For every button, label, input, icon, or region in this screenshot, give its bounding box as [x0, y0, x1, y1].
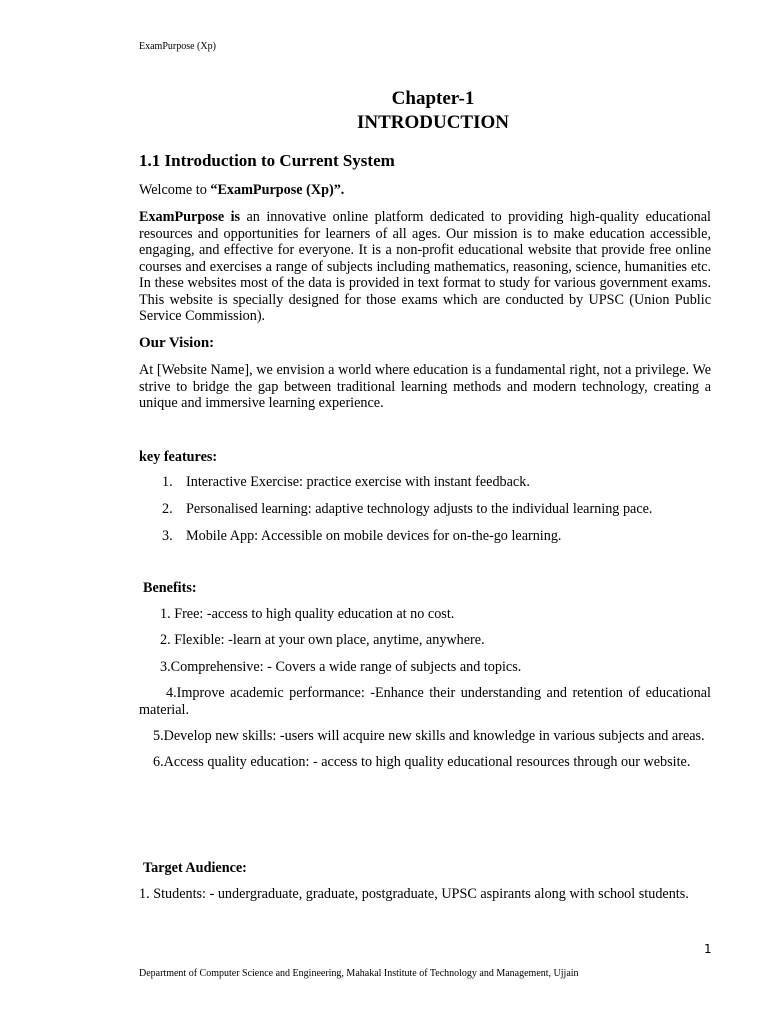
key-feature-text: Mobile App: Accessible on mobile devices for on-the-go learning.: [186, 528, 562, 544]
chapter-title: INTRODUCTION: [356, 112, 510, 133]
benefit-item: 4.Improve academic performance: -Enhance their understanding and retention of educational material.: [139, 685, 711, 718]
key-feature-number: 2.: [162, 501, 173, 517]
benefit-item: 2. Flexible: -learn at your own place, anytime, anywhere.: [160, 632, 485, 648]
page-footer: Department of Computer Science and Engineering, Mahakal Institute of Technology and Management, Ujjain: [139, 968, 579, 979]
key-feature-text: Interactive Exercise: practice exercise with instant feedback.: [186, 474, 530, 490]
page-header: ExamPurpose (Xp): [139, 41, 216, 52]
key-feature-number: 3.: [162, 528, 173, 544]
target-audience-heading: Target Audience:: [143, 860, 247, 876]
benefit-item: 3.Comprehensive: - Covers a wide range of subjects and topics.: [160, 659, 522, 675]
vision-paragraph: At [Website Name], we envision a world where education is a fundamental right, not a privilege. We strive to bridge the gap between traditional learning methods and modern technology, creating a unique and immersive learning experience.: [139, 362, 711, 411]
benefit-item: 6.Access quality education: - access to high quality educational resources through our website.: [153, 754, 691, 770]
chapter-number: Chapter-1: [391, 88, 475, 109]
welcome-line: [139, 182, 711, 199]
section-heading: 1.1 Introduction to Current System: [139, 151, 395, 170]
intro-body: an innovative online platform dedicated to providing high-quality educational resources and opportunities for learners of all ages. Our mission is to make education accessible, engaging, and effective for everyone. It is a non-profit educational website that provide free online courses and exercises a range of subjects including mathematics, reasoning, science, humanities etc. In these websites most of the data is provided in text format to study for various government exams. This website is specially designed for those exams which are conducted by UPSC (Union Public Service Commission).: [139, 209, 711, 324]
key-features-heading: key features:: [139, 449, 218, 465]
welcome-site-name: “ExamPurpose (Xp)”.: [210, 182, 345, 198]
intro-lead: ExamPurpose is: [139, 209, 241, 225]
vision-heading: Our Vision:: [139, 335, 215, 351]
benefit-item: 5.Develop new skills: -users will acquire new skills and knowledge in various subjects and areas.: [153, 728, 705, 744]
benefits-heading: Benefits:: [143, 580, 197, 596]
target-audience-item: 1. Students: - undergraduate, graduate, postgraduate, UPSC aspirants along with school students.: [139, 886, 689, 902]
benefit-item: 1. Free: -access to high quality education at no cost.: [160, 606, 455, 622]
key-feature-number: 1.: [162, 474, 173, 490]
welcome-prefix: Welcome to: [139, 182, 211, 198]
key-feature-text: Personalised learning: adaptive technology adjusts to the individual learning pace.: [186, 501, 653, 517]
intro-paragraph: [139, 209, 711, 325]
page-number: 1: [704, 942, 712, 956]
